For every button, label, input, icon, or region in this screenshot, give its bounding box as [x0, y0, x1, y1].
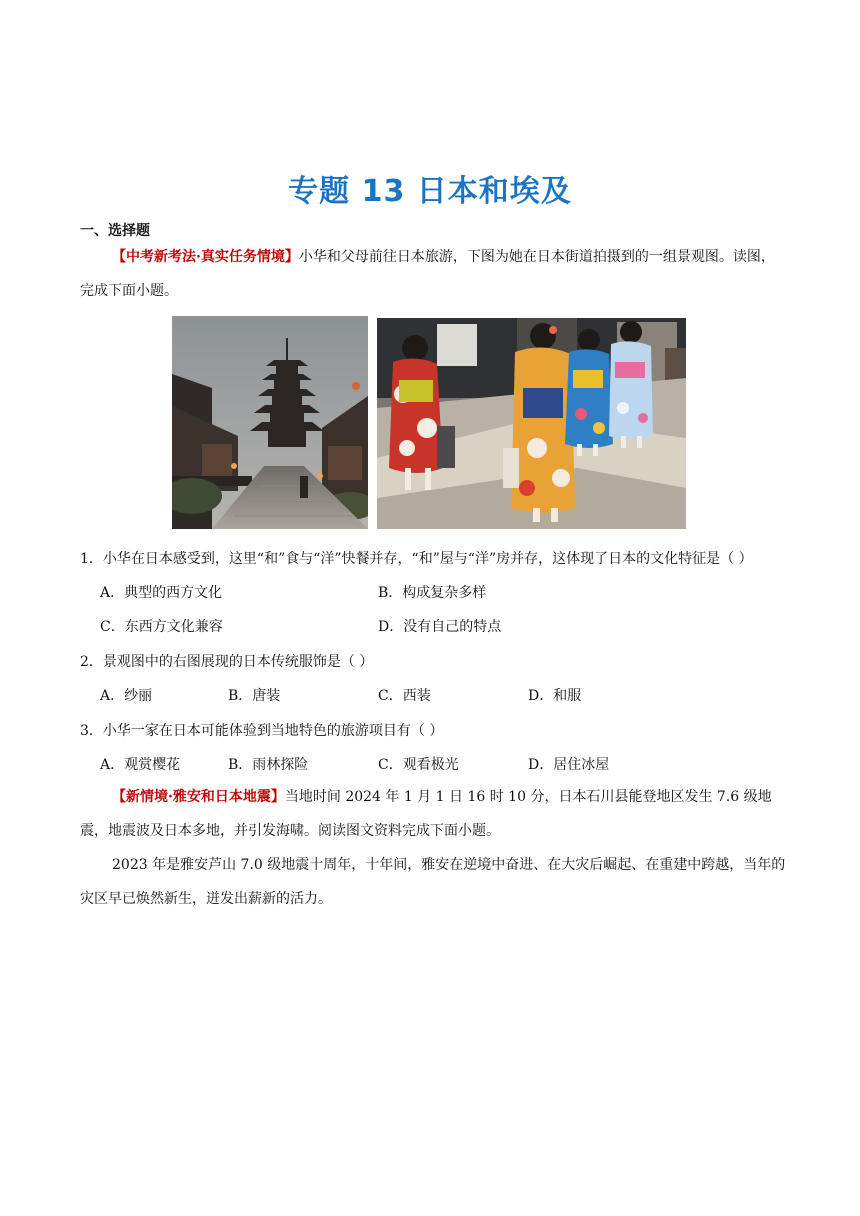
scenario-2-tag: 【新情境·雅安和日本地震】: [112, 789, 285, 805]
scenario-2-paragraph: [80, 780, 786, 848]
kimono-women-photo: [377, 318, 686, 529]
question-1-option-c: C．东西方文化兼容: [100, 619, 223, 635]
question-1-option-d: D．没有自己的特点: [378, 619, 502, 635]
question-3-stem: 3．小华一家在日本可能体验到当地特色的旅游项目有（ ）: [80, 723, 444, 739]
question-3-option-b: B．雨林探险: [228, 757, 309, 773]
question-2-option-a: A．纱丽: [100, 688, 153, 704]
scenario-2-background: 2023 年是雅安芦山 7.0 级地震十周年，十年间，雅安在逆境中奋进、在大灾后崛起、在重建中跨越，当年的灾区早已焕然新生，迸发出薪新的活力。: [80, 857, 786, 907]
question-1-option-b: B．构成复杂多样: [378, 585, 487, 601]
scenario-1-paragraph: [80, 240, 786, 308]
question-2-option-b: B．唐装: [228, 688, 281, 704]
question-3-option-a: A．观赏樱花: [100, 757, 181, 773]
kimono-women-illustration: [377, 318, 686, 529]
question-3-option-d: D．居住冰屋: [528, 757, 610, 773]
question-2-stem: 2．景观图中的右图展现的日本传统服饰是（ ）: [80, 654, 374, 670]
pagoda-street-photo: [172, 316, 368, 529]
scenario-1-tag: 【中考新考法·真实任务情境】: [112, 249, 299, 265]
question-2-option-c: C．西装: [378, 688, 431, 704]
scenario-2-text: 当地时间 2024 年 1 月 1 日 16 时 10 分，日本石川县能登地区发生 7.6 级地震，地震波及日本多地，并引发海啸。阅读图文资料完成下面小题。: [80, 789, 772, 839]
scenario-1-text: 小华和父母前往日本旅游，下图为她在日本街道拍摄到的一组景观图。读图，完成下面小题。: [80, 249, 775, 299]
question-1-stem: 1．小华在日本感受到，这里“和”食与“洋”快餐并存，“和”屋与“洋”房并存，这体现了日本的文化特征是（ ）: [80, 551, 753, 567]
question-1-option-a: A．典型的西方文化: [100, 585, 223, 601]
page-title: 专题 13 日本和埃及: [288, 174, 572, 209]
section-heading: 一、选择题: [80, 223, 150, 239]
question-3-option-c: C．观看极光: [378, 757, 459, 773]
question-2-option-d: D．和服: [528, 688, 582, 704]
pagoda-street-illustration: [172, 316, 368, 529]
